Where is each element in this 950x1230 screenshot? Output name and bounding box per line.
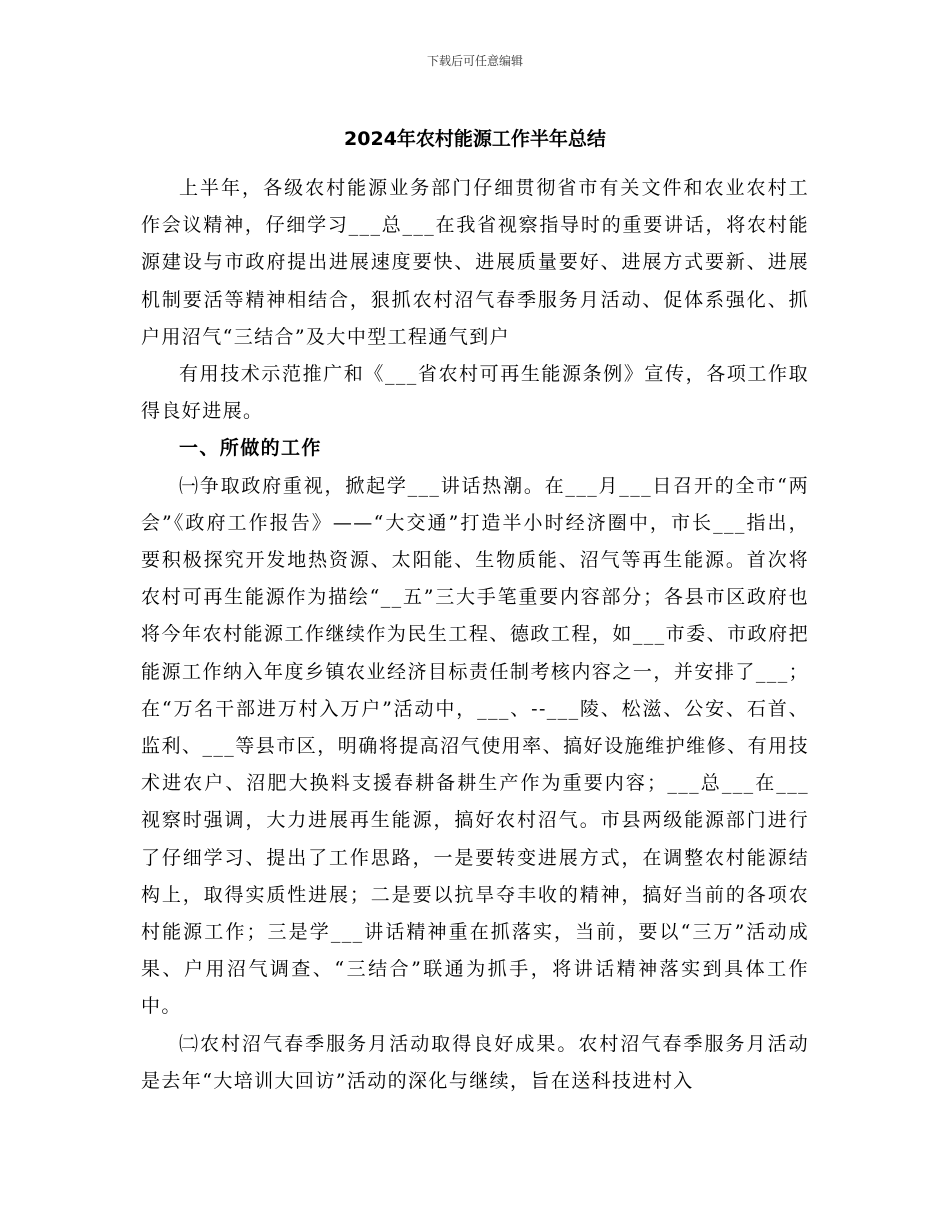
intro-paragraph-continued: 有用技术示范推广和《___省农村可再生能源条例》宣传，各项工作取得良好进展。: [141, 363, 809, 423]
document-title: 2024年农村能源工作半年总结: [344, 128, 606, 150]
section-paragraph: ㈠争取政府重视，掀起学___讲话热潮。在___月___日召开的全市“两会”《政府工作报告》——“大交通”打造半小时经济圈中，市长___指出，要积极探究开发地热资源、太阳能、生物质能、沼气等再生能源。首次将农村可再生能源作为描绘“__五”三大手笔重要内容部分；各县市区政府也将今年农村能源工作继续作为民生工程、德政工程，如___市委、市政府把能源工作纳入年度乡镇农业经济目标责任制考核内容之一，并安排了___；在“万名干部进万村入万户”活动中，___、--___陵、松滋、公安、石首、监利、___等县市区，明确将提高沼气使用率、搞好设施维护维修、有用技术进农户、沼肥大换料支援春耕备耕生产作为重要内容；___总___在___视察时强调，大力进展再生能源，搞好农村沼气。市县两级能源部门进行了仔细学习、提出了工作思路，一是要转变进展方式，在调整农村能源结构上，取得实质性进展；二是要以抗旱夺丰收的精神，搞好当前的各项农村能源工作；三是学___讲话精神重在抓落实，当前，要以“三万”活动成果、户用沼气调查、“三结合”联通为抓手，将讲话精神落实到具体工作中。: [141, 474, 809, 1018]
download-note: 下载后可任意编辑: [426, 54, 523, 68]
section-paragraph: ㈡农村沼气春季服务月活动取得良好成果。农村沼气春季服务月活动是去年“大培训大回访”活动的深化与继续，旨在送科技进村入: [141, 1032, 809, 1092]
section-heading: 一、所做的工作: [179, 437, 322, 460]
document-body: [141, 170, 809, 1100]
intro-paragraph: 上半年，各级农村能源业务部门仔细贯彻省市有关文件和农业农村工作会议精神，仔细学习___总___在我省视察指导时的重要讲话，将农村能源建设与市政府提出进展速度要快、进展质量要好、进展方式要新、进展机制要活等精神相结合，狠抓农村沼气春季服务月活动、促体系强化、抓户用沼气“三结合”及大中型工程通气到户: [141, 177, 809, 348]
